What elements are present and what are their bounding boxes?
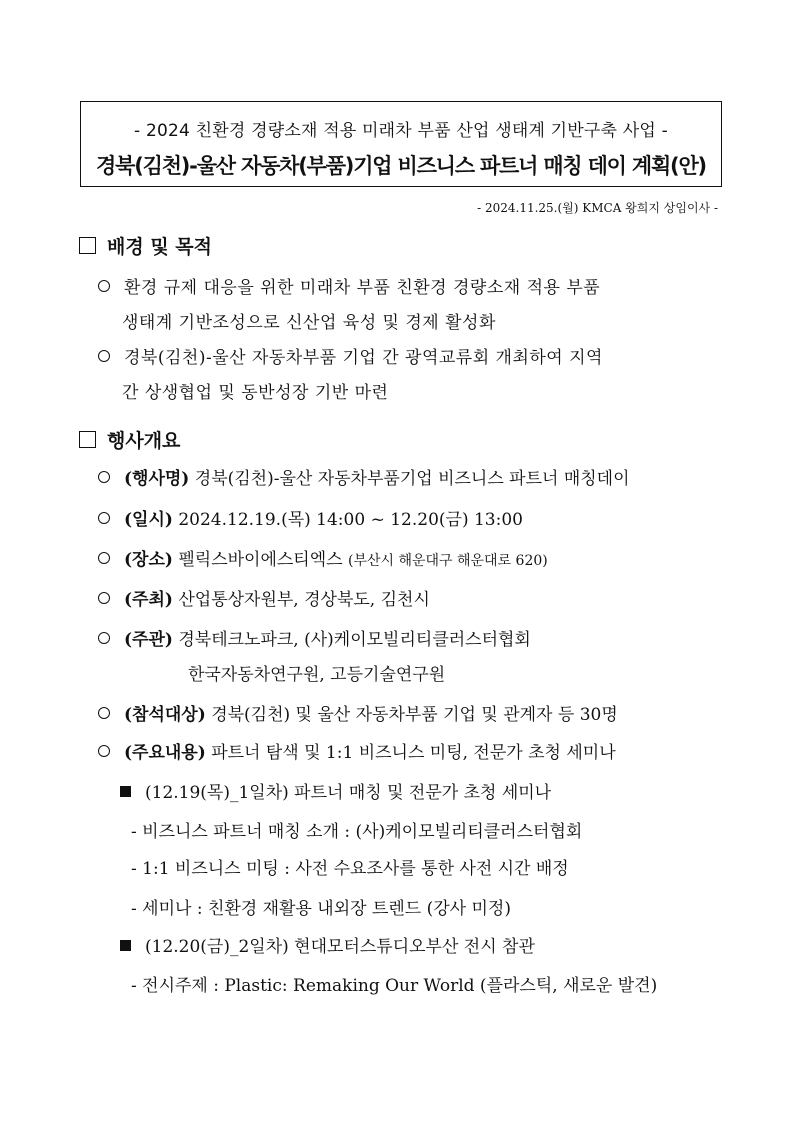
list-item bbox=[98, 588, 430, 612]
item-text: 경북테크노파크, (사)케이모빌리티클러스터협회 bbox=[178, 630, 531, 650]
circle-bullet-icon bbox=[98, 592, 110, 604]
detail-line: - 전시주제 : Plastic: Remaking Our World (플라스틱, 새로운 발견) bbox=[131, 976, 658, 996]
item-text: 파트너 탐색 및 1:1 비즈니스 미팅, 전문가 초청 세미나 bbox=[211, 743, 616, 763]
item-label: (주요내용) bbox=[124, 743, 206, 763]
list-item bbox=[98, 703, 618, 727]
circle-bullet-icon bbox=[98, 350, 110, 362]
item-label: (일시) bbox=[124, 510, 173, 530]
item-text: 경북(김천)-울산 자동차부품기업 비즈니스 파트너 매칭데이 bbox=[194, 469, 630, 489]
item-text: 산업통상자원부, 경상북도, 김천시 bbox=[178, 590, 430, 610]
sub-list-item-day2 bbox=[120, 935, 535, 959]
circle-bullet-icon bbox=[98, 280, 110, 292]
sub-item-title: (12.19(목)_1일차) 파트너 매칭 및 전문가 초청 세미나 bbox=[145, 783, 552, 803]
list-item bbox=[98, 741, 616, 765]
circle-bullet-icon bbox=[98, 745, 110, 757]
item-note: (부산시 해운대구 해운대로 620) bbox=[347, 553, 548, 569]
item-label: (행사명) bbox=[124, 469, 190, 489]
item-label: (참석대상) bbox=[124, 705, 206, 725]
detail-line: - 1:1 비즈니스 미팅 : 사전 수요조사를 통한 사전 시간 배정 bbox=[131, 859, 569, 879]
item-label: (장소) bbox=[124, 550, 173, 570]
circle-bullet-icon bbox=[98, 552, 110, 564]
checkbox-square-icon bbox=[79, 237, 96, 254]
circle-bullet-icon bbox=[98, 512, 110, 524]
list-item bbox=[98, 508, 523, 532]
square-bullet-icon bbox=[120, 940, 131, 951]
section-heading-overview bbox=[79, 426, 180, 453]
section-heading-text: 배경 및 목적 bbox=[107, 236, 212, 258]
list-item bbox=[98, 548, 548, 573]
circle-bullet-icon bbox=[98, 707, 110, 719]
list-item bbox=[98, 628, 531, 652]
document-title: 경북(김천)-울산 자동차(부품)기업 비즈니스 파트너 매칭 데이 계획(안) bbox=[96, 154, 706, 178]
author-line: - 2024.11.25.(월) KMCA 왕희지 상임이사 - bbox=[477, 201, 718, 215]
circle-bullet-icon bbox=[98, 632, 110, 644]
sub-item-title: (12.20(금)_2일차) 현대모터스튜디오부산 전시 참관 bbox=[145, 937, 535, 957]
item-label: (주관) bbox=[124, 630, 173, 650]
square-bullet-icon bbox=[120, 786, 131, 797]
circle-bullet-icon bbox=[98, 471, 110, 483]
list-item bbox=[98, 346, 603, 370]
list-item-continuation: 간 상생협업 및 동반성장 기반 마련 bbox=[122, 383, 389, 403]
detail-line: - 세미나 : 친환경 재활용 내외장 트렌드 (강사 미정) bbox=[131, 899, 511, 919]
document-subtitle: - 2024 친환경 경량소재 적용 미래차 부품 산업 생태계 기반구축 사업 - bbox=[134, 121, 668, 141]
detail-line: - 비즈니스 파트너 매칭 소개 : (사)케이모빌리티클러스터협회 bbox=[131, 822, 583, 842]
item-label: (주최) bbox=[124, 590, 173, 610]
item-text: 펠릭스바이에스티엑스 bbox=[178, 550, 343, 570]
checkbox-square-icon bbox=[79, 431, 96, 448]
item-text: 2024.12.19.(목) 14:00 ~ 12.20(금) 13:00 bbox=[178, 510, 523, 530]
list-item bbox=[98, 467, 630, 491]
sub-list-item-day1 bbox=[120, 781, 551, 805]
list-item-continuation: 한국자동차연구원, 고등기술연구원 bbox=[188, 665, 446, 685]
list-item bbox=[98, 276, 600, 300]
list-item-continuation: 생태계 기반조성으로 신산업 육성 및 경제 활성화 bbox=[122, 313, 496, 333]
section-heading-background bbox=[79, 232, 212, 259]
list-item-text: 환경 규제 대응을 위한 미래차 부품 친환경 경량소재 적용 부품 bbox=[124, 278, 601, 298]
list-item-text: 경북(김천)-울산 자동차부품 기업 간 광역교류회 개최하여 지역 bbox=[124, 348, 603, 368]
item-text: 경북(김천) 및 울산 자동차부품 기업 및 관계자 등 30명 bbox=[211, 705, 618, 725]
section-heading-text: 행사개요 bbox=[107, 430, 181, 452]
title-box bbox=[80, 101, 722, 187]
